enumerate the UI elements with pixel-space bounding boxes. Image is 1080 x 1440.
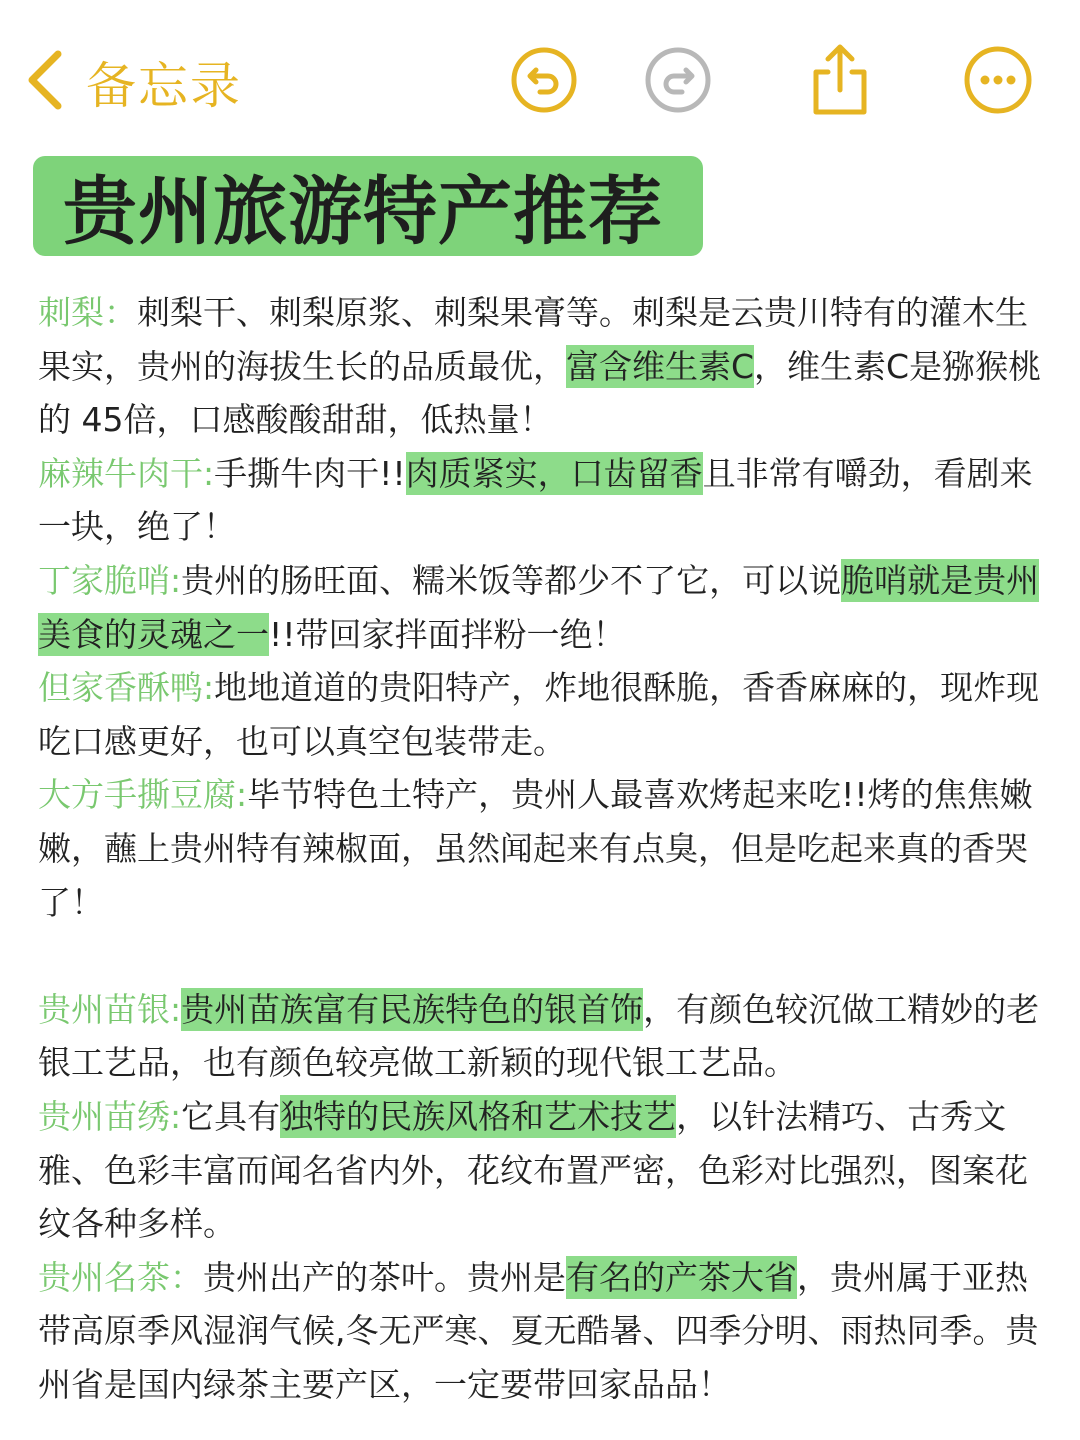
item-label: 贵州苗绣:	[38, 1096, 182, 1136]
highlighted-text: 富含维生素C	[566, 346, 755, 386]
navigation-bar	[0, 0, 1080, 150]
back-label: 备忘录	[86, 57, 242, 115]
share-button[interactable]	[804, 46, 876, 118]
note-title-banner	[33, 156, 703, 256]
blank-line	[38, 929, 1050, 983]
item-text: 手撕牛肉干!!	[214, 453, 406, 493]
note-title: 贵州旅游特产推荐	[63, 169, 663, 255]
back-button[interactable]	[24, 44, 242, 120]
paragraph-miao-silver	[38, 983, 1050, 1090]
more-icon	[963, 45, 1033, 119]
highlighted-text: 肉质紧实，口齿留香	[405, 453, 703, 493]
undo-button[interactable]	[508, 46, 580, 118]
item-text-continued: ，以针法精巧、古秀文雅、色彩丰富而闻名省内外，花纹布置严密，色彩对比强烈，图案花纹各种多样。	[38, 1096, 1028, 1244]
item-text: 贵州的肠旺面、糯米饭等都少不了它，可以说	[181, 560, 842, 600]
highlighted-text: 贵州苗族富有民族特色的银首饰	[181, 989, 644, 1029]
share-icon	[808, 42, 872, 122]
paragraph-crispy-duck	[38, 661, 1050, 768]
item-label: 但家香酥鸭:	[38, 668, 215, 708]
paragraph-tofu	[38, 768, 1050, 929]
item-text: 贵州出产的茶叶。贵州是	[203, 1257, 566, 1297]
undo-icon	[510, 46, 578, 118]
item-text: 毕节特色土特产，贵州人最喜欢烤起来吃!!烤的焦焦嫩嫩，蘸上贵州特有辣椒面，虽然闻起来有点臭，但是吃起来真的香哭了！	[38, 775, 1033, 922]
paragraph-beef-jerky	[38, 447, 1050, 554]
more-button[interactable]	[962, 46, 1034, 118]
item-text: 刺梨干、刺梨原浆、刺梨果膏等。刺梨是云贵川特有的灌木生果实，贵州的海拔生长的品质最优，	[38, 293, 1028, 386]
note-body[interactable]	[38, 286, 1050, 1411]
paragraph-cui-shao	[38, 554, 1050, 661]
item-label: 刺梨：	[38, 293, 137, 332]
redo-icon	[644, 46, 712, 118]
highlighted-text: 独特的民族风格和艺术技艺	[280, 1096, 677, 1136]
item-label: 贵州名茶：	[38, 1257, 203, 1297]
item-label: 麻辣牛肉干:	[38, 453, 215, 493]
item-label: 丁家脆哨:	[38, 560, 182, 600]
item-text-continued: !!带回家拌面拌粉一绝！	[269, 614, 626, 654]
redo-button[interactable]	[642, 46, 714, 118]
item-label: 贵州苗银:	[38, 989, 182, 1029]
paragraph-tea	[38, 1251, 1050, 1412]
item-text-continued: ，有颜色较沉做工精妙的老银工艺品，也有颜色较亮做工新颖的现代银工艺品。	[38, 989, 1040, 1083]
paragraph-miao-embroidery	[38, 1090, 1050, 1251]
highlighted-text: 有名的产茶大省	[566, 1257, 797, 1297]
item-text-continued: ，维生素C是猕猴桃的 45倍，口感酸酸甜甜，低热量！	[38, 346, 1042, 440]
item-text: 地地道道的贵阳特产，炸地很酥脆，香香麻麻的，现炸现吃口感更好，也可以真空包装带走。	[38, 668, 1040, 761]
item-text: 它具有	[181, 1096, 281, 1136]
chevron-left-icon	[24, 48, 64, 116]
highlighted-text: 脆哨就是贵州美食的灵魂之一	[38, 560, 1040, 654]
item-text-continued: ，贵州属于亚热带高原季风湿润气候,冬无严寒、夏无酷暑、四季分明、雨热同季。贵州省是国内绿茶主要产区，一定要带回家品品！	[38, 1257, 1039, 1404]
item-text-continued: 且非常有嚼劲，看剧来一块，绝了！	[38, 453, 1033, 547]
paragraph-ci-li	[38, 286, 1050, 447]
item-label: 大方手撕豆腐:	[38, 775, 248, 815]
